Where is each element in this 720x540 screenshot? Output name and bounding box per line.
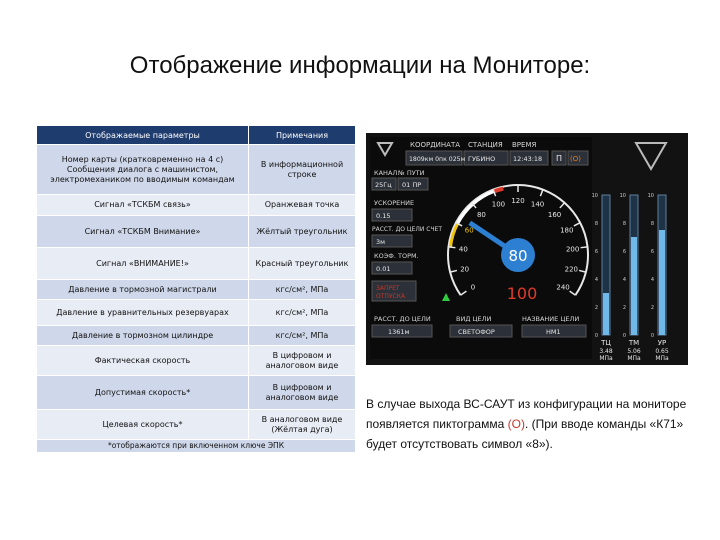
channel-value: 25Гц — [375, 181, 392, 189]
dial-tick-label: 20 — [460, 265, 470, 274]
monitor-display — [366, 133, 688, 365]
table-row — [37, 145, 356, 195]
target-type-value: СВЕТОФОР — [458, 328, 495, 336]
target-dist-label: РАССТ. ДО ЦЕЛИ — [374, 315, 431, 323]
target-name-label: НАЗВАНИЕ ЦЕЛИ — [522, 315, 580, 323]
gauge-scale-label: 4 — [594, 277, 598, 283]
param-cell: Давление в тормозной магистрали — [37, 280, 249, 300]
gauge-name: УР — [657, 339, 667, 347]
coordinate-label: КООРДИНАТА — [410, 141, 461, 149]
actual-speed-value: 80 — [508, 247, 528, 265]
accel-label: УСКОРЕНИЕ — [374, 199, 415, 207]
gauge-name: ТЦ — [601, 339, 611, 347]
gauge-scale-label: 8 — [622, 221, 626, 227]
table-row — [37, 346, 356, 376]
note-cell: В аналоговом виде (Жёлтая дуга) — [249, 410, 356, 440]
param-cell: Допустимая скорость* — [37, 376, 249, 410]
monitor-screen — [366, 133, 688, 365]
channel-label: КАНАЛ — [374, 169, 398, 177]
note-cell: Жёлтый треугольник — [249, 216, 356, 248]
param-cell: Давление в уравнительных резервуарах — [37, 300, 249, 326]
note-cell: кгс/см², МПа — [249, 326, 356, 346]
table-row — [37, 410, 356, 440]
gauge-scale-label: 8 — [650, 221, 654, 227]
table-row — [37, 195, 356, 216]
dial-tick-label: 40 — [458, 245, 468, 254]
dial-tick-label: 100 — [491, 200, 506, 209]
station-label: СТАНЦИЯ — [468, 141, 503, 149]
dial-tick — [581, 247, 588, 248]
brake-coef-value: 0.01 — [376, 265, 391, 273]
target-type-label: ВИД ЦЕЛИ — [456, 315, 492, 323]
gauge-unit: МПа — [655, 355, 669, 362]
gauge-scale-label: 2 — [594, 305, 598, 311]
note-cell: В цифровом и аналоговом виде — [249, 376, 356, 410]
dial-tick-label: 220 — [564, 265, 579, 274]
page-title: Отображение информации на Мониторе: — [129, 52, 591, 79]
footnote-text: *отображаются при включенном ключе ЭПК — [37, 440, 356, 453]
table-row — [37, 376, 356, 410]
param-cell: Давление в тормозном цилиндре — [37, 326, 249, 346]
note-cell: кгс/см², МПа — [249, 300, 356, 326]
note-cell: В информационной строке — [249, 145, 356, 195]
coordinate-value: 1809км 0пк 025м — [409, 156, 466, 163]
table-row — [37, 216, 356, 248]
dial-tick-label: 0 — [470, 283, 476, 292]
warning-text: ЗАПРЕТ — [376, 285, 400, 292]
note-cell: Оранжевая точка — [249, 195, 356, 216]
gauge-value: 5.06 — [627, 348, 641, 355]
dial-tick-label: 240 — [556, 283, 570, 292]
gauge-scale-label: 8 — [594, 221, 598, 227]
gauge-scale-label: 10 — [591, 193, 598, 199]
gauge-scale-label: 4 — [622, 277, 626, 283]
gauge-value: 0.65 — [655, 348, 669, 355]
dial-tick-label: 140 — [530, 200, 545, 209]
param-cell: Сигнал «ТСКБМ связь» — [37, 195, 249, 216]
gauge-fill — [659, 230, 665, 335]
path-value: 01 ПР — [402, 181, 422, 189]
param-cell: Сигнал «ВНИМАНИЕ!» — [37, 248, 249, 280]
table-row — [37, 248, 356, 280]
dial-tick-label: 60 — [464, 226, 474, 235]
description-after: . (При вводе команды «К71» будет отсутствовать символ «8»). — [366, 417, 684, 451]
gauge-scale-label: 2 — [622, 305, 626, 311]
param-cell: Сигнал «ТСКБМ Внимание» — [37, 216, 249, 248]
gauge-scale-label: 10 — [619, 193, 626, 199]
dial-tick-label: 120 — [511, 197, 525, 205]
gauge-fill — [631, 237, 637, 335]
gauge-scale-label: 0 — [622, 333, 626, 339]
gauge-scale-label: 6 — [594, 249, 598, 255]
dial-tick-label: 200 — [565, 245, 580, 254]
gauge-scale-label: 0 — [594, 333, 598, 339]
column-header-params: Отображаемые параметры — [37, 126, 249, 145]
note-cell: Красный треугольник — [249, 248, 356, 280]
target-name-value: НМ1 — [546, 328, 561, 336]
column-header-notes: Примечания — [249, 126, 356, 145]
allowed-speed-value: 100 — [506, 284, 538, 303]
time-label: ВРЕМЯ — [512, 141, 537, 149]
gauge-fill — [603, 293, 609, 335]
gauge-value: 3.48 — [599, 348, 613, 355]
footnote-row — [37, 440, 356, 453]
param-cell: Целевая скорость* — [37, 410, 249, 440]
time-value: 12:43:18 — [513, 155, 543, 163]
description-before: В случае выхода ВС-САУТ из конфигурации на мониторе появляется пиктограмма — [366, 397, 687, 431]
gauge-scale-label: 6 — [650, 249, 654, 255]
dist-counter-label: РАССТ. ДО ЦЕЛИ СЧЕТ — [372, 226, 443, 233]
table-row — [37, 326, 356, 346]
dial-tick-label: 160 — [547, 210, 562, 219]
brake-coef-label: КОЭФ. ТОРМ. — [374, 252, 419, 260]
dial-tick — [448, 247, 455, 248]
warning-text-2: ОТПУСКА — [376, 293, 406, 300]
gauge-unit: МПа — [627, 355, 641, 362]
gauge-unit: МПа — [599, 355, 613, 362]
note-cell: кгс/см², МПа — [249, 280, 356, 300]
gauge-name: ТМ — [628, 339, 640, 347]
gauge-scale-label: 2 — [650, 305, 654, 311]
table-row — [37, 280, 356, 300]
param-cell: Номер карты (кратковременно на 4 с) Сообщения диалога с машинистом, электромехаником по вводимым командам — [37, 145, 249, 195]
table-row — [37, 300, 356, 326]
station-value: ГУБИНО — [468, 155, 496, 163]
dist-counter-value: 3м — [376, 238, 386, 246]
config-icon: (О) — [507, 417, 525, 431]
note-cell: В цифровом и аналоговом виде — [249, 346, 356, 376]
dial-tick-label: 80 — [476, 210, 486, 219]
param-cell: Фактическая скорость — [37, 346, 249, 376]
path-label: № ПУТИ — [398, 169, 425, 177]
accel-value: 0.15 — [376, 212, 391, 220]
o-status-icon: (О) — [570, 155, 581, 163]
parameters-table — [36, 125, 356, 453]
gauge-scale-label: 4 — [650, 277, 654, 283]
gauge-scale-label: 10 — [647, 193, 654, 199]
dial-tick-label: 180 — [560, 226, 574, 235]
gauge-scale-label: 0 — [650, 333, 654, 339]
p-status-icon: П — [556, 154, 563, 163]
description-text — [366, 394, 696, 454]
target-dist-value: 1361м — [388, 328, 410, 336]
gauge-scale-label: 6 — [622, 249, 626, 255]
